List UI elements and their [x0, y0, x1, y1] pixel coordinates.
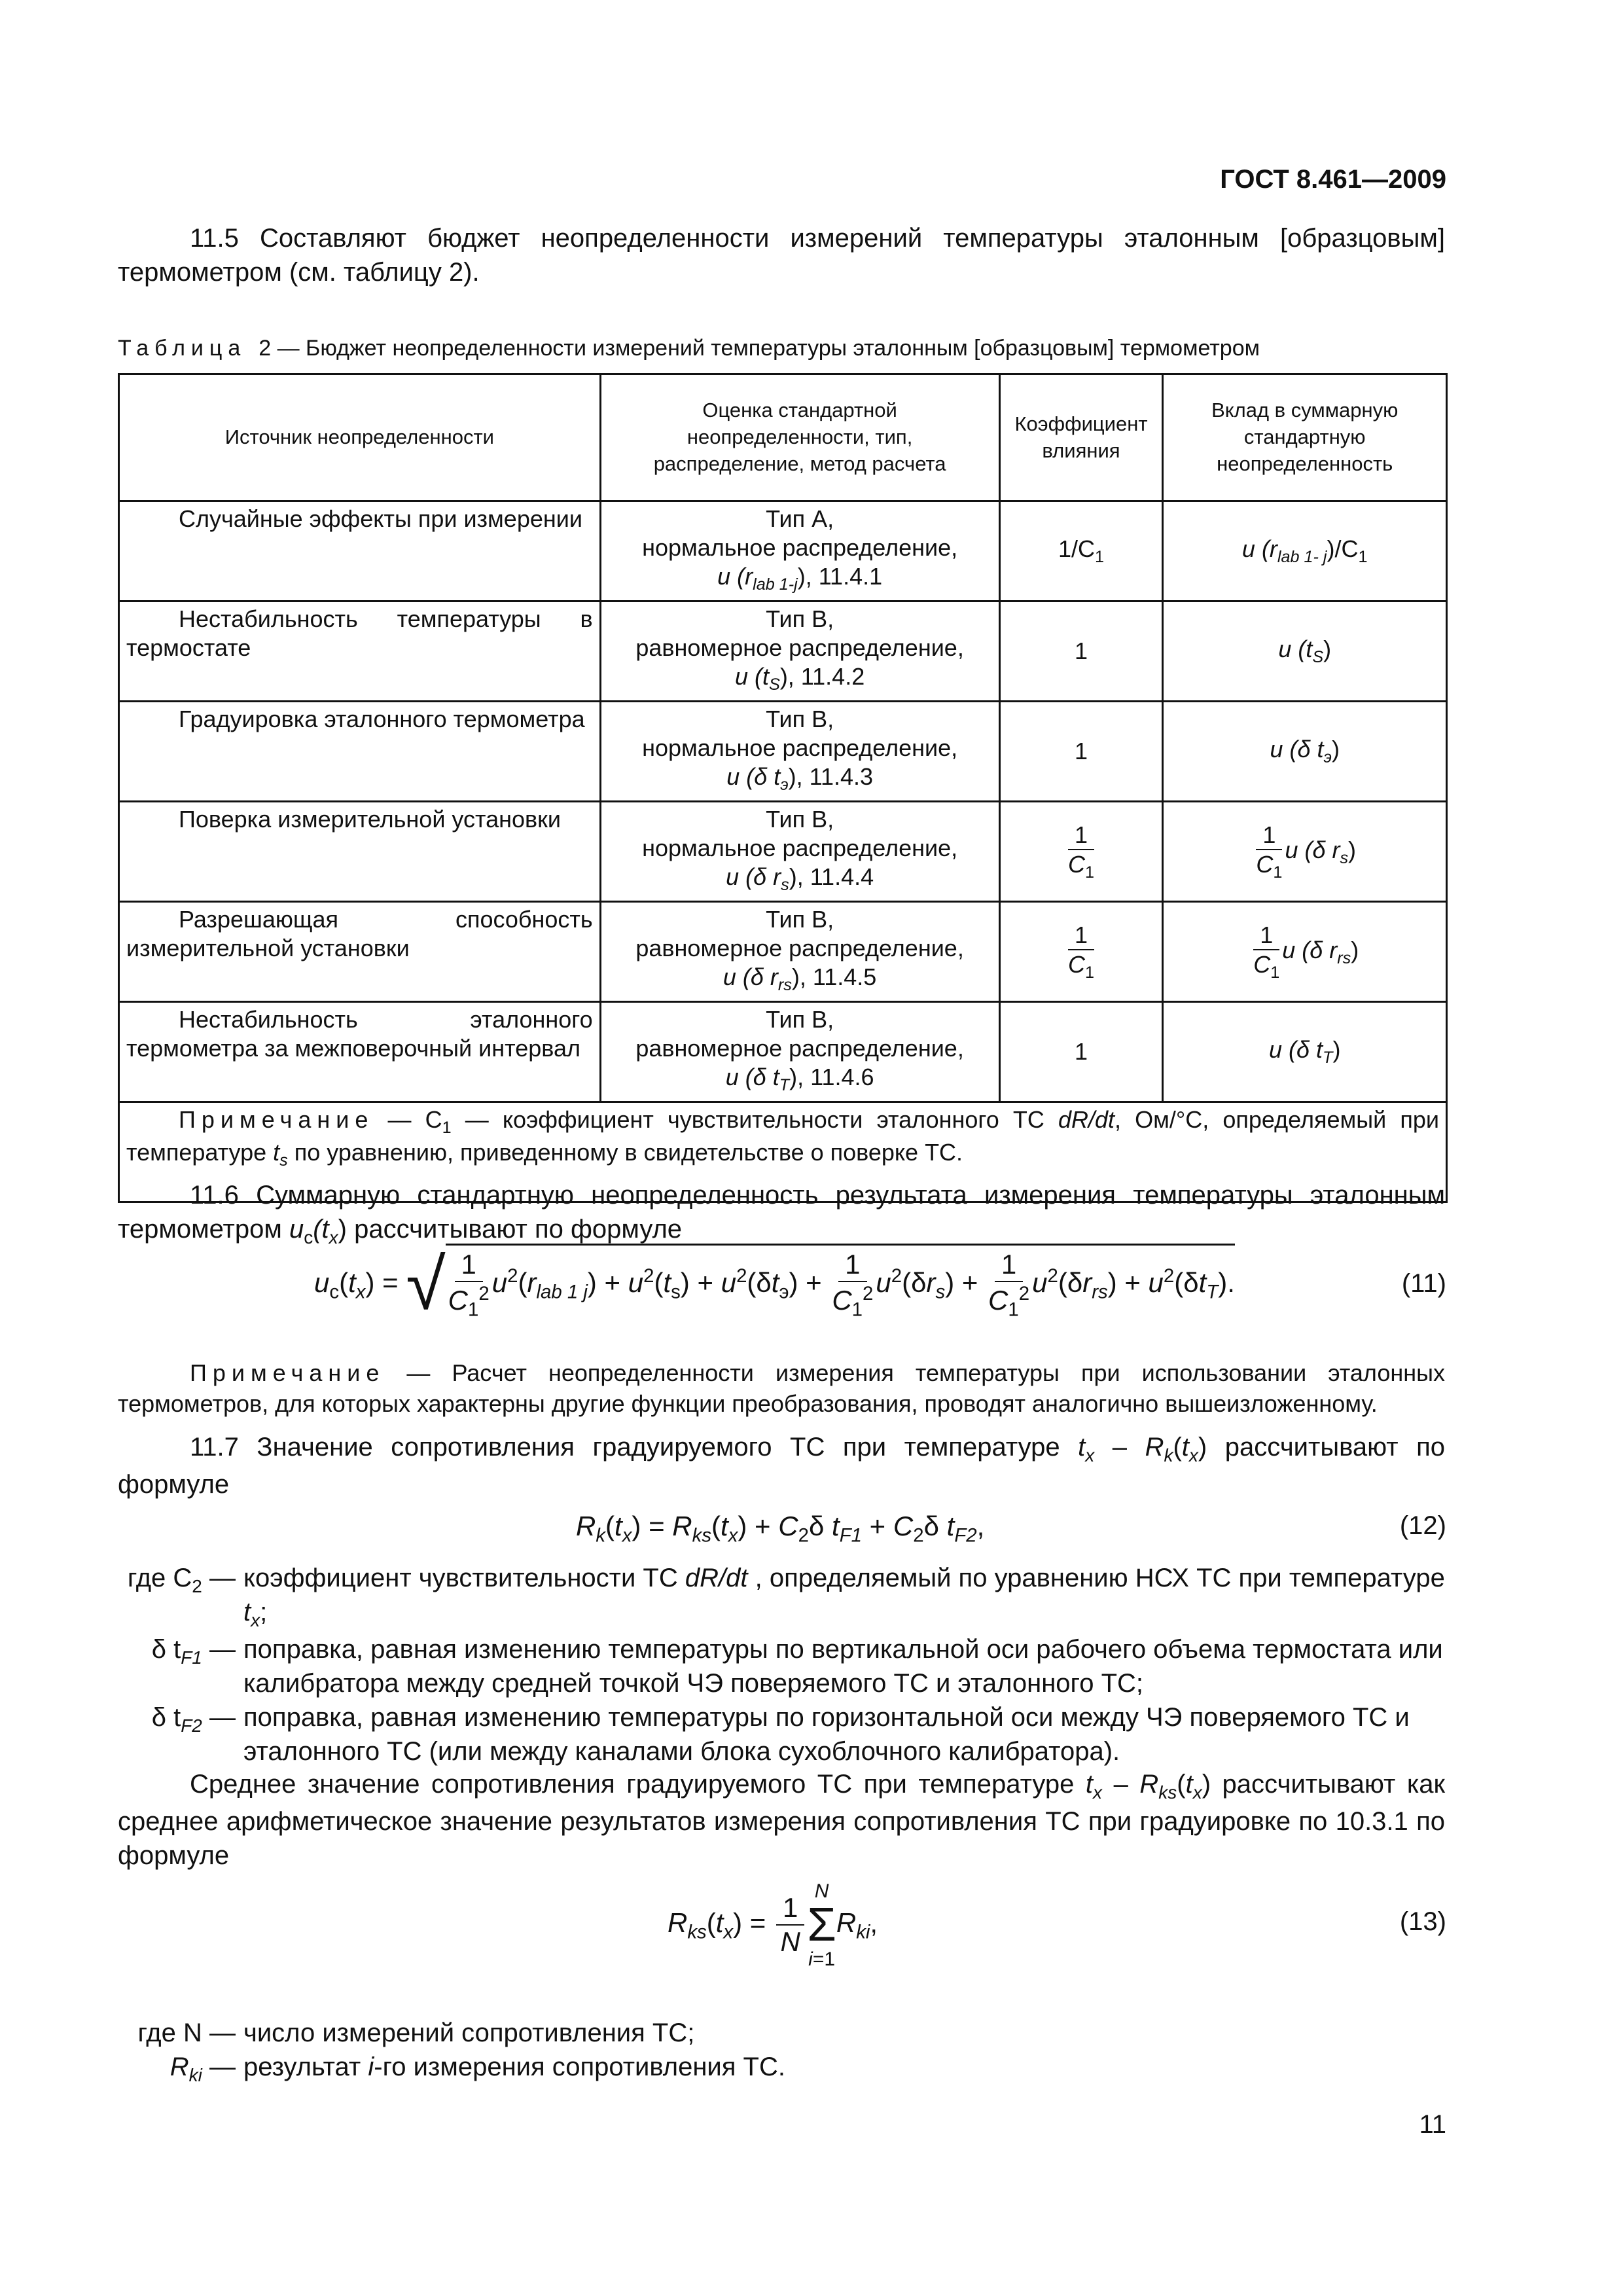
list-item: δ $t_{F1}$ — поправка, равная изменению температуры по вертикальной оси рабочего объема термостата или калибратора между средней точкой ЧЭ поверяемого ТС и эталонного ТС;: [151, 1635, 1443, 1698]
paragraph-11-6: 11.6 Суммарную стандартную неопределенность результата измерения температуры эталонным термометром $u_c(t_x)$ рассчитывают по формуле: [118, 1181, 1445, 1247]
header-contribution: Вклад в суммарную стандартную неопределенность: [1163, 374, 1447, 501]
row-source: Градуировка эталонного термометра: [119, 702, 601, 802]
row-estimate: Тип В, равномерное распределение, u (δ $r_{rs}$), 11.4.5: [600, 902, 999, 1002]
table-row: [119, 501, 1447, 601]
equation-12-number: (12): [1399, 1511, 1446, 1540]
equation-11: $u_c(t_x)$ = √ $\frac{1}{C_1^2}$ $u^2(r_{lab 1 j}) + u^2(t_s) + u^2(\delta t_э)$ + $\frac{1}{C_1^2}$ $u^2(\delta r_s)$ + $\frac{1}{C_1^2}$ $u^2(\delta r_{rs}) + u^2(\delta t_T)$.: [314, 1244, 1235, 1325]
list-item: где $C_2$ — коэффициент чувствительности ТС dR/dt , определяемый по уравнению НСХ ТС при температуре $t_x$;: [127, 1564, 1445, 1630]
table-caption-text: 2 — Бюджет неопределенности измерений температуры эталонным [образцовым] термометром: [259, 336, 1260, 361]
page-number: 11: [1419, 2110, 1446, 2139]
row-coefficient: 1: [999, 1002, 1163, 1102]
row-estimate: Тип В, равномерное распределение, u $(t_S)$, 11.4.2: [600, 601, 999, 702]
row-contribution: u $(t_S)$: [1163, 601, 1447, 702]
table-caption-label: Таблица: [118, 336, 247, 361]
table-note: Примечание — $C_1$ — коэффициент чувствительности эталонного ТС dR/dt, Ом/°С, определяемый при температуре $t_s$ по уравнению, приведенному в свидетельстве о поверке ТС.: [119, 1102, 1447, 1202]
row-estimate: Тип А, нормальное распределение, u $(r_{lab 1-j})$, 11.4.1: [600, 501, 999, 601]
table-caption: [118, 334, 1260, 363]
row-coefficient: $1/C_1$: [999, 501, 1163, 601]
paragraph-average: Среднее значение сопротивления градуируемого ТС при температуре $t_x - R_{ks}(t_x)$ рассчитывают как среднее арифметическое значение результатов измерения сопротивления ТС при градуировке по 10.3.1 по формуле: [118, 1770, 1445, 1871]
note-2: Примечание — Расчет неопределенности измерения температуры при использовании эталонных термометров, для которых характерны другие функции преобразования, проводят аналогично вышеизложенному.: [118, 1359, 1445, 1417]
row-coefficient: $\frac{1}{C_1}$: [999, 902, 1163, 1002]
row-estimate: Тип В, равномерное распределение, u (δ $t_T$), 11.4.6: [600, 1002, 999, 1102]
equation-13: $R_{ks}(t_x)$ = $\frac{1}{N}$ N Σ i=1 $R_{ki}$,: [668, 1880, 878, 1970]
row-contribution: u (δ $t_э$): [1163, 702, 1447, 802]
list-item: где N — число измерений сопротивления ТС;: [137, 2018, 695, 2047]
table-row: [119, 601, 1447, 702]
row-source: Случайные эффекты при измерении: [119, 501, 601, 601]
table-header-row: [119, 374, 1447, 501]
row-coefficient: 1: [999, 601, 1163, 702]
equation-11-number: (11): [1401, 1269, 1446, 1298]
row-source: Поверка измерительной установки: [119, 802, 601, 902]
row-source: Нестабильность эталонного термометра за межповерочный интервал: [119, 1002, 601, 1102]
row-contribution: $\frac{1}{C_1}$ u (δ $r_s$): [1163, 802, 1447, 902]
row-contribution: u (δ $t_T$): [1163, 1002, 1447, 1102]
list-item: $R_{ki}$ — результат i-го измерения сопротивления ТС.: [169, 2053, 785, 2085]
uncertainty-budget-table: [118, 373, 1448, 1203]
row-source: Разрешающая способность измерительной установки: [119, 902, 601, 1002]
row-source: Нестабильность температуры в термостате: [119, 601, 601, 702]
equation-12: $R_k(t_x) = R_{ks}(t_x) + C_2\delta$ $t_{F1} + C_2\delta$ $t_{F2}$,: [576, 1511, 985, 1547]
header-coefficient: Коэффициент влияния: [999, 374, 1163, 501]
where-list-12: [118, 1561, 1448, 1768]
where-list-13: [118, 2016, 1448, 2087]
row-estimate: Тип В, нормальное распределение, u (δ $r_s$), 11.4.4: [600, 802, 999, 902]
table-row: [119, 1002, 1447, 1102]
paragraph-11-7: 11.7 Значение сопротивления градуируемого ТС при температуре $t_x - R_k(t_x)$ рассчитывают по формуле: [118, 1433, 1445, 1499]
row-contribution: $\frac{1}{C_1}$ u (δ $r_{rs}$): [1163, 902, 1447, 1002]
paragraph-11-5: 11.5 Составляют бюджет неопределенности измерений температуры эталонным [образцовым] термометром (см. таблицу 2).: [118, 224, 1445, 287]
header-estimate: Оценка стандартной неопределенности, тип, распределение, метод расчета: [600, 374, 999, 501]
row-coefficient: 1: [999, 702, 1163, 802]
table-row: [119, 902, 1447, 1002]
table-row: [119, 702, 1447, 802]
row-estimate: Тип В, нормальное распределение, u (δ $t_э$), 11.4.3: [600, 702, 999, 802]
equation-13-number: (13): [1399, 1907, 1446, 1936]
document-id: ГОСТ 8.461—2009: [1220, 165, 1446, 194]
row-coefficient: $\frac{1}{C_1}$: [999, 802, 1163, 902]
list-item: δ $t_{F2}$ — поправка, равная изменению температуры по горизонтальной оси между ЧЭ поверяемого ТС и эталонного ТС (или между каналами блока сухоблочного калибратора).: [151, 1703, 1410, 1767]
header-source: Источник неопределенности: [119, 374, 601, 501]
table-row: [119, 802, 1447, 902]
row-contribution: u $(r_{lab 1- j})/C_1$: [1163, 501, 1447, 601]
